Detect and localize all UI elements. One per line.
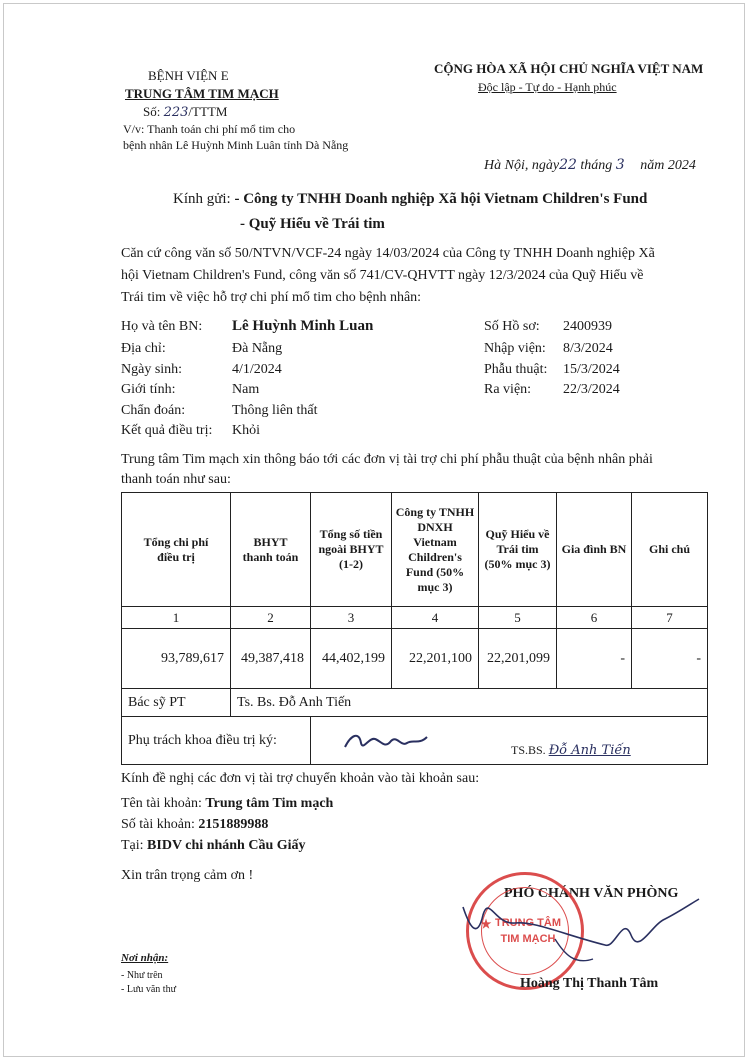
recipients-line-2: - Quỹ Hiểu về Trái tim [240, 216, 385, 232]
patient-address-label: Địa chỉ: [121, 341, 166, 356]
document-number: Số: 223/TTTM [143, 104, 228, 120]
patient-gender-label: Giới tính: [121, 382, 176, 397]
cost-table-number-row [122, 607, 708, 629]
department-head-signature-cell [311, 717, 708, 765]
patient-diagnosis-label: Chẩn đoán: [121, 403, 186, 418]
surgeon-label: Bác sỹ PT [122, 689, 231, 717]
notice-line-2: thanh toán như sau: [121, 472, 231, 487]
national-motto: Độc lập - Tự do - Hạnh phúc [478, 80, 617, 94]
value-insurance: 49,387,418 [231, 629, 311, 689]
signature-title: PHÓ CHÁNH VĂN PHÒNG [504, 886, 679, 901]
handwritten-signature-icon [455, 895, 715, 975]
patient-diagnosis: Thông liên thất [232, 403, 318, 418]
col-number: 5 [479, 607, 557, 629]
col-header-fund: Quỹ Hiểu về Trái tim (50% mục 3) [479, 493, 557, 607]
patient-dob: 4/1/2024 [232, 362, 282, 377]
surgeon-name: Ts. Bs. Đỗ Anh Tiến [231, 689, 708, 717]
cost-table-value-row [122, 629, 708, 689]
department-head-signature: TS.BS. Đỗ Anh Tiến [511, 743, 631, 758]
admit-date: 8/3/2024 [563, 341, 613, 356]
stamp-line-2: TIM MẠCH [500, 933, 556, 945]
discharge-label: Ra viện: [484, 382, 532, 397]
col-number: 2 [231, 607, 311, 629]
account-name-row: Tên tài khoản: Trung tâm Tim mạch [121, 796, 334, 811]
col-header-insurance: BHYT thanh toán [231, 493, 311, 607]
subject-line-1: V/v: Thanh toán chi phí mổ tim cho [123, 122, 296, 136]
footer-recipient-1: - Như trên [121, 970, 163, 981]
value-fund: 22,201,099 [479, 629, 557, 689]
notice-line-1: Trung tâm Tim mạch xin thông báo tới các đơn vị tài trợ chi phí phẫu thuật của bệnh nhân phải [121, 452, 653, 467]
subject-line-2: bệnh nhân Lê Huỳnh Minh Luân tỉnh Dà Nẵng [123, 138, 349, 152]
signer-name: Hoàng Thị Thanh Tâm [520, 976, 659, 991]
col-header-out-of-insurance: Tổng số tiền ngoài BHYT (1-2) [311, 493, 392, 607]
hospital-name: BỆNH VIỆN E [148, 68, 229, 83]
patient-address: Đà Nẵng [232, 341, 283, 356]
value-vcf: 22,201,100 [392, 629, 479, 689]
document-date: Hà Nội, ngày22 tháng 3 năm 2024 [484, 157, 696, 173]
col-header-notes: Ghi chú [632, 493, 708, 607]
patient-dob-label: Ngày sinh: [121, 362, 183, 377]
intro-line-3: Trái tim về việc hỗ trợ chi phí mổ tim cho bệnh nhân: [121, 290, 422, 305]
record-label: Số Hồ sơ: [484, 319, 540, 334]
col-header-total: Tổng chi phí điều trị [122, 493, 231, 607]
value-notes: - [632, 629, 708, 689]
stamp-star-icon: ★ [480, 917, 492, 931]
value-family: - [557, 629, 632, 689]
patient-name: Lê Huỳnh Minh Luan [232, 318, 374, 334]
surgery-label: Phẫu thuật: [484, 362, 548, 377]
col-number: 1 [122, 607, 231, 629]
discharge-date: 22/3/2024 [563, 382, 620, 397]
col-number: 3 [311, 607, 392, 629]
patient-gender: Nam [232, 382, 260, 397]
stamp-line-1: TRUNG TÂM [495, 917, 561, 929]
cost-table-header-row [122, 493, 708, 607]
handwritten-signature-icon [341, 725, 441, 755]
col-header-family: Gia đình BN [557, 493, 632, 607]
bank-request: Kính đề nghị các đơn vị tài trợ chuyển khoản vào tài khoản sau: [121, 771, 480, 786]
republic-heading: CỘNG HÒA XÃ HỘI CHỦ NGHĨA VIỆT NAM [434, 61, 704, 76]
center-name: TRUNG TÂM TIM MẠCH [125, 86, 279, 101]
surgery-date: 15/3/2024 [563, 362, 620, 377]
col-number: 4 [392, 607, 479, 629]
value-total: 93,789,617 [122, 629, 231, 689]
footer-recipients-title: Nơi nhận: [121, 952, 169, 964]
surgeon-row [122, 689, 708, 717]
department-head-row [122, 717, 708, 765]
record-number: 2400939 [563, 319, 612, 334]
patient-name-label: Họ và tên BN: [121, 319, 203, 334]
intro-line-2: hội Vietnam Children's Fund, công văn số 741/CV-QHVTT ngày 12/3/2024 của Quỹ Hiểu về [121, 268, 644, 283]
recipients-line-1: Kính gửi: - Công ty TNHH Doanh nghiệp Xã hội Vietnam Children's Fund [173, 191, 648, 207]
col-number: 6 [557, 607, 632, 629]
account-number-row: Số tài khoản: 2151889988 [121, 817, 269, 832]
document-number-hand: 223 [163, 105, 189, 120]
value-out-of-insurance: 44,402,199 [311, 629, 392, 689]
footer-recipient-2: - Lưu văn thư [121, 984, 176, 995]
department-head-label: Phụ trách khoa điều trị ký: [122, 717, 311, 765]
patient-result: Khỏi [232, 423, 260, 438]
col-number: 7 [632, 607, 708, 629]
col-header-vcf: Công ty TNHH DNXH Vietnam Children's Fund (50% mục 3) [392, 493, 479, 607]
patient-result-label: Kết quả điều trị: [121, 423, 213, 438]
bank-row: Tại: BIDV chi nhánh Cầu Giấy [121, 838, 306, 853]
cost-table [121, 492, 708, 765]
intro-line-1: Căn cứ công văn số 50/NTVN/VCF-24 ngày 14/03/2024 của Công ty TNHH Doanh nghiệp Xã [121, 246, 655, 261]
admit-label: Nhập viện: [484, 341, 546, 356]
closing-text: Xin trân trọng cảm ơn ! [121, 868, 254, 883]
